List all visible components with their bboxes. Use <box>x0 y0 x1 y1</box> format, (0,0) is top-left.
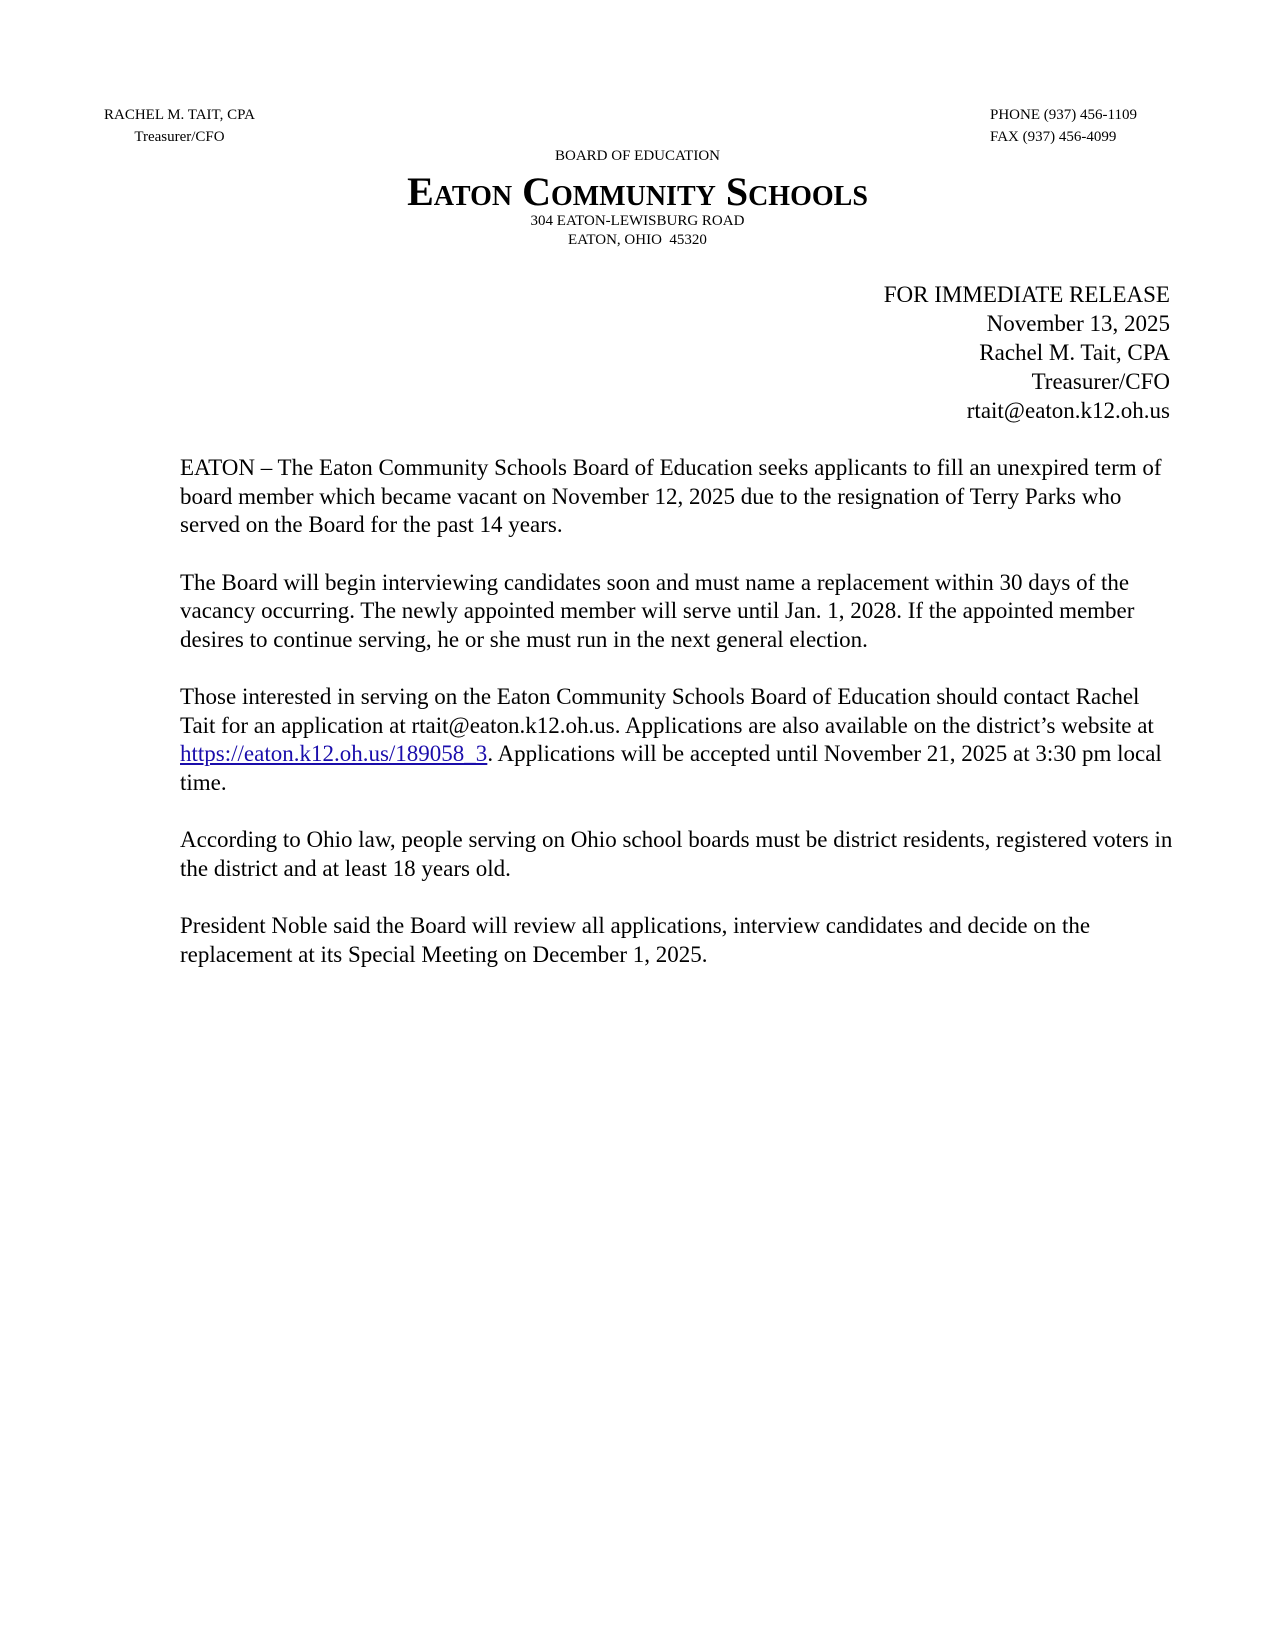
phone-label: PHONE <box>990 107 1041 123</box>
paragraph-3-text-end: . Applications will be accepted until November 21, 2025 at 3:30 pm local time. <box>180 741 1162 795</box>
release-date: November 13, 2025 <box>986 311 1170 336</box>
paragraph-4: According to Ohio law, people serving on Ohio school boards must be district residents, registered voters in the district and at least 18 years old. <box>180 827 1173 881</box>
contact-block <box>990 104 1137 148</box>
treasurer-name: RACHEL M. TAIT, CPA <box>104 107 255 123</box>
treasurer-block <box>104 104 255 148</box>
paragraph-2: The Board will begin interviewing candidates soon and must name a replacement within 30 days of the vacancy occurring. The newly appointed member will serve until Jan. 1, 2028. If the appointed member desires to continue serving, he or she must run in the next general election. <box>180 569 1135 652</box>
fax-label: FAX <box>990 129 1019 145</box>
release-label: FOR IMMEDIATE RELEASE <box>883 282 1170 307</box>
phone-number: (937) 456-1109 <box>1040 107 1137 123</box>
address-line-2: EATON, OHIO 45320 <box>568 232 707 248</box>
paragraph-5: President Noble said the Board will review all applications, interview candidates and decide on the replacement at its Special Meeting on December 1, 2025. <box>180 913 1091 967</box>
paragraph-3-text-start: Those interested in serving on the Eaton Community Schools Board of Education should contact Rachel Tait for an application at rtait@eaton.k12.oh.us. Applications are also available on the district’s website at <box>180 684 1154 738</box>
phone-line <box>990 104 1137 126</box>
board-label: BOARD OF EDUCATION <box>554 148 720 164</box>
paragraph-3 <box>180 683 1180 797</box>
school-name: Eaton Community Schools <box>407 169 868 214</box>
district-website-link[interactable]: https://eaton.k12.oh.us/189058_3 <box>180 741 488 766</box>
release-contact-title: Treasurer/CFO <box>1031 369 1170 394</box>
release-contact-email: rtait@eaton.k12.oh.us <box>966 398 1170 423</box>
fax-number: (937) 456-4099 <box>1018 129 1117 145</box>
release-body <box>180 454 1180 998</box>
treasurer-title: Treasurer/CFO <box>134 129 225 145</box>
address-line-1: 304 EATON-LEWISBURG ROAD <box>530 213 745 229</box>
address-block <box>0 212 1275 250</box>
release-block <box>884 280 1170 425</box>
paragraph-1: EATON – The Eaton Community Schools Board of Education seeks applicants to fill an unexpired term of board member which became vacant on November 12, 2025 due to the resignation of Terry Parks who served on the Board for the past 14 years. <box>180 455 1162 537</box>
release-contact-name: Rachel M. Tait, CPA <box>979 340 1170 365</box>
